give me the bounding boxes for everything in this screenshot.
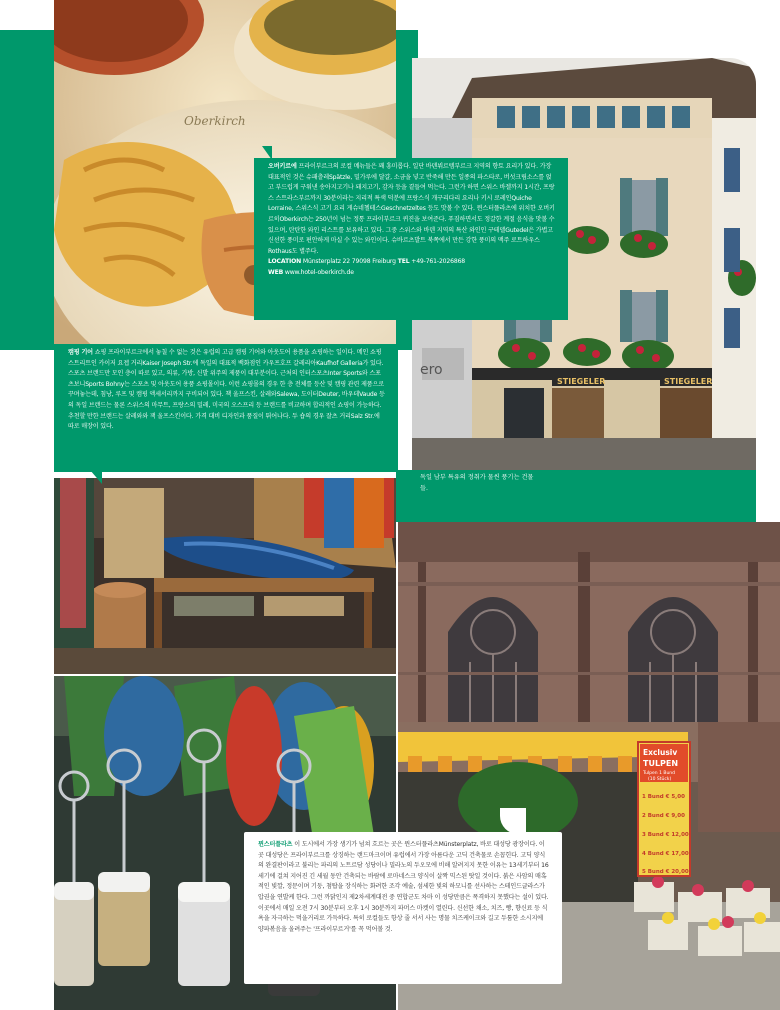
sign-line-4: (10 Stück) (648, 777, 672, 782)
plate-logo-text: Oberkirch (184, 114, 246, 128)
shop-sign-partial: ero (420, 362, 443, 378)
oberkirch-body: 프라이부르크의 로컬 메뉴들은 꽤 흥미롭다. 일단 바덴뷔르템부르크 지역의 향토 요리가 있다. 가장 대표적인 것은 슈패츨레Spätzle, 밀가루에 달걀, 소금을 넣고 반죽해 만든 일종의 파스타로, 버섯크림소스를 얹고 부드럽게 구워낸 송아지고기나 돼지고기, 감자 등을 곁들여 먹는다. 그런가 하면 스위스 바젤까지 1시간, 프랑스 스트라스부르까지 30분이라는 지리적 특색 덕분에 프랑스식 개구리다리 요리나 키시 로레인Quiche Lorraine, 스위스식 고기 요리 게슈네첼테스Geschnetzeltes 등도 맛볼 수 있다. 뮌스터플라츠에 위치한 오버키르히Oberkirch는 250년이 넘는 정통 프라이부르크 퀴진을 보여준다. 푸짐하면서도 정갈한 계절 음식을 맛볼 수 있으며, 탄탄한 와인 리스트를 보유하고 있다. 그중 스위스와 바덴 지역의 특산 와인인 구테델Gutedel은 가볍고 신선한 풍미로 편안하게 마실 수 있는 와인이다. 슈바르츠발트 북쪽에서 만든 강한 풍미의 맥주 로트하우스Rothaus도 별주다. (268, 163, 555, 255)
location-value: Münsterplatz 22 79098 Freiburg (302, 258, 396, 266)
shop-sign-right: STIEGELER (664, 377, 713, 386)
shopping-textbox (54, 344, 398, 472)
tel-value: +49-761-2026868 (411, 258, 466, 266)
shopping-body: 쇼핑 프라이부르크에서 놓칠 수 없는 것은 유럽의 고급 캠핑 기어와 아웃도어 용품을 쇼핑하는 일이다. 메인 쇼핑 스트리트인 카이저 요젭 거리Kaiser Joseph Str.에 독일의 대표적 백화점인 카우프호프 갈레리아Kaufhof Galleria가 있다. 스포츠 브랜드만 모인 층이 따로 있고, 의류, 가방, 신발 위주의 제품이 대부분이다. 근처의 인터스포츠Inter Sports와 스포츠보니Sports Bohny는 스포츠 및 아웃도어 용품 쇼핑몰이다. 이런 쇼핑몰의 경우 한 층 전체를 등산 및 캠핑 관련 제품으로 꾸며놓는데, 침낭, 루프 및 캠핑 액세서리까지 구비되어 있다. 책 울프스킨, 살레와Salewa, 도이터Deuter, 바우데Vaude 등의 독일 브랜드는 물론 스위스의 마무트, 프랑스의 밀레, 미국의 오스프리 등 브랜드를 비교하며 합리적인 쇼핑이 가능하다. 추천할 만한 브랜드는 살레와와 잭 울프스킨이다. 가격 대비 디자인과 품질이 뛰어나다. 두 숍의 경우 잘츠 거리Salz Str.에 따로 매장이 있다. (68, 349, 385, 431)
sign-price-2: 2 Bund € 9,00 (642, 813, 685, 819)
shop-sign-left: STIEGELER (557, 377, 606, 386)
market-body: 이 도시에서 가장 생기가 넘쳐 흐르는 곳은 뮌스터플라츠Münsterplatz, 바로 대성당 광장이다. 이곳 대성당은 프라이부르크를 상징하는 랜드마크이며 유럽에서 가장 아름다운 고딕 건축물로 손꼽힌다. 고딕 양식의 완결판이라고 불리는 파리의 노트르담 성당이나 밀라노의 두오모에 비해 알려지지 못한 이유는 13세기부터 16세기에 걸쳐 지어진 긴 세월 동안 건축되는 바람에 로마네스크 양식이 살짝 믹스된 탓일 것이다. 붉은 사암의 매혹적인 빛깔, 정문이며 기둥, 첨탑을 장식하는 화려한 조각 예술, 섬세한 빛의 하모니를 선사하는 스테인드글라스가 압권을 연발케 한다. 그런 까닭인지 제2차세계대전 중 연합군도 차마 이 성당만큼은 폭격하지 못했다는 설이 있다. 이곳에서 매일 오전 7시 30분부터 오후 1시 30분까지 파머스 마켓이 열린다. 신선한 채소, 치즈, 빵, 향신료 등 식욕을 자극하는 먹을거리로 가득하다. 특히 로컬들도 항상 줄 서서 사는 명물 치즈케이크와 길고 두툼한 소시지에 양파볶음을 올려주는 '프라이부르거'를 꼭 먹어볼 것. (258, 841, 549, 933)
tel-label: TEL (397, 258, 410, 266)
market-lead: 뮌스터플라츠 (258, 841, 293, 848)
sign-line-3: Tulpen 1 Bund (643, 771, 676, 776)
oberkirch-textbox (254, 158, 568, 320)
camping-gear-photo (54, 478, 396, 674)
market-textbox (244, 832, 562, 984)
building-caption: 독일 남부 특유의 정취가 물씬 풍기는 건물들. (420, 474, 534, 492)
sign-price-1: 1 Bund € 5,00 (642, 794, 685, 800)
shopping-lead: 캠핑 기어 (68, 349, 93, 356)
sign-price-4: 4 Bund € 17,00 (642, 851, 689, 857)
cathedral-photo (398, 522, 780, 742)
web-value[interactable]: www.hotel-oberkirch.de (284, 268, 354, 276)
location-label: LOCATION (268, 258, 302, 266)
sign-price-3: 3 Bund € 12,00 (642, 832, 689, 838)
oberkirch-lead: 오버키르에 (268, 163, 297, 170)
speech-tail-shopping (90, 470, 102, 484)
sign-line-2: TULPEN (643, 759, 679, 768)
web-label: WEB (268, 268, 284, 276)
sign-price-5: 5 Bund € 20,00 (642, 869, 689, 875)
green-tab-1 (396, 42, 411, 66)
sign-line-1: Exclusiv (643, 748, 678, 757)
